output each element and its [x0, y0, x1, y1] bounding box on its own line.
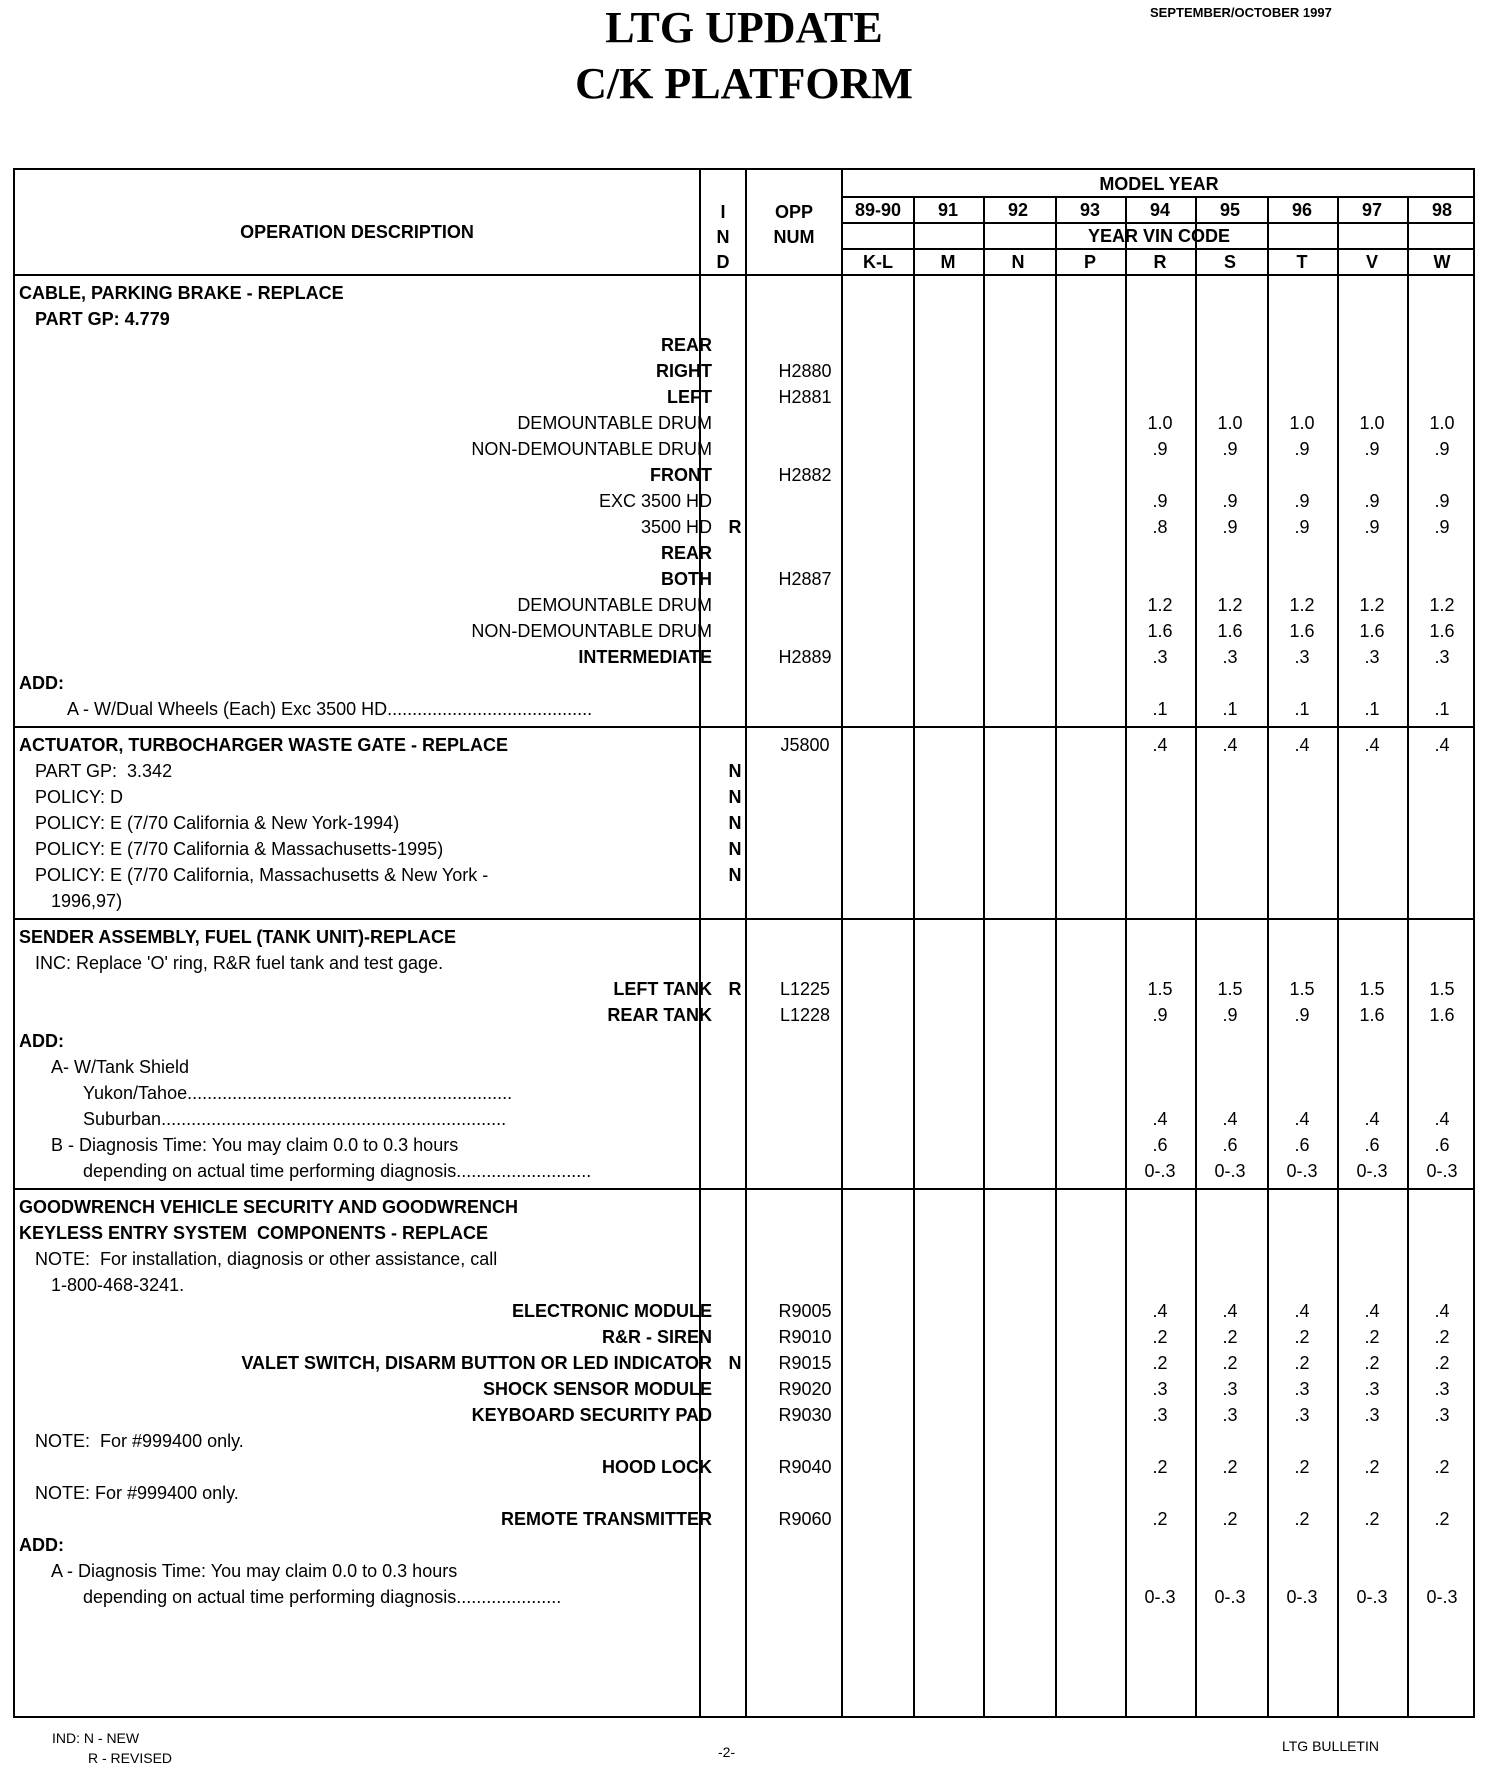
operation-description: PART GP: 4.779 — [35, 309, 170, 329]
labor-time-value: .9 — [1434, 439, 1450, 459]
labor-time-value: 1.0 — [1359, 413, 1385, 433]
operation-description: VALET SWITCH, DISARM BUTTON OR LED INDICATOR — [241, 1353, 712, 1373]
operation-description: ADD: — [19, 1031, 64, 1051]
labor-time-value: .3 — [1434, 647, 1450, 667]
table-row — [15, 618, 1477, 644]
model-year-5: 95 — [1219, 200, 1241, 220]
table-row — [15, 1246, 1477, 1272]
operation-description: depending on actual time performing diagnosis..................... — [83, 1587, 562, 1607]
operation-description: Suburban..................................................................... — [83, 1109, 507, 1129]
operation-description: NOTE: For installation, diagnosis or other assistance, call — [35, 1249, 498, 1269]
operation-description: HOOD LOCK — [602, 1457, 712, 1477]
labor-time-value: .2 — [1294, 1353, 1310, 1373]
labor-time-value: .1 — [1364, 699, 1380, 719]
table-row — [15, 514, 1477, 540]
labor-time-value: 1.6 — [1147, 621, 1173, 641]
labor-time-value: .9 — [1222, 491, 1238, 511]
labor-time-value: .3 — [1434, 1379, 1450, 1399]
vin-code-4: R — [1153, 252, 1167, 272]
labor-time-value: .4 — [1364, 1301, 1380, 1321]
labor-time-value: 1.5 — [1359, 979, 1385, 999]
labor-time-value: .6 — [1222, 1135, 1238, 1155]
labor-time-value: 1.5 — [1147, 979, 1173, 999]
model-year-0: 89-90 — [854, 200, 902, 220]
ind-code: R — [728, 517, 742, 537]
labor-time-value: 1.0 — [1147, 413, 1173, 433]
operation-description: POLICY: E (7/70 California & New York-1994) — [35, 813, 400, 833]
operation-description: DEMOUNTABLE DRUM — [517, 413, 712, 433]
operation-description: FRONT — [650, 465, 712, 485]
labor-time-value: .3 — [1222, 1379, 1238, 1399]
vin-code-7: V — [1365, 252, 1378, 272]
operation-description: POLICY: E (7/70 California & Massachusetts-1995) — [35, 839, 444, 859]
table-row — [15, 1324, 1477, 1350]
table-row — [15, 784, 1477, 810]
labor-time-value: 1.2 — [1359, 595, 1385, 615]
labor-time-value: .2 — [1434, 1327, 1450, 1347]
table-row — [15, 696, 1477, 722]
labor-time-value: 1.2 — [1289, 595, 1315, 615]
operation-description: NON-DEMOUNTABLE DRUM — [471, 621, 712, 641]
table-row — [15, 1584, 1477, 1610]
labor-time-value: .9 — [1434, 517, 1450, 537]
labor-time-value: 1.6 — [1359, 1005, 1385, 1025]
operation-description: LEFT — [667, 387, 712, 407]
ind-code: N — [728, 813, 742, 833]
section-divider — [15, 1188, 1475, 1190]
model-year-6: 96 — [1291, 200, 1313, 220]
operation-description: ELECTRONIC MODULE — [512, 1301, 712, 1321]
bulletin-date: SEPTEMBER/OCTOBER 1997 — [1150, 5, 1332, 20]
labor-time-value: .2 — [1294, 1457, 1310, 1477]
operation-description: BOTH — [661, 569, 712, 589]
labor-time-value: .9 — [1152, 439, 1168, 459]
vin-code-8: W — [1433, 252, 1451, 272]
labor-time-value: .6 — [1294, 1135, 1310, 1155]
operation-description: NOTE: For #999400 only. — [35, 1431, 244, 1451]
labor-time-value: 1.5 — [1289, 979, 1315, 999]
table-row — [15, 862, 1477, 888]
labor-time-value: .4 — [1434, 735, 1450, 755]
table-row — [15, 1558, 1477, 1584]
operation-description: 1996,97) — [51, 891, 123, 911]
labor-time-value: .2 — [1294, 1509, 1310, 1529]
opp-number: H2881 — [778, 387, 832, 407]
labor-time-value: 0-.3 — [1286, 1161, 1318, 1181]
table-row — [15, 1028, 1477, 1054]
labor-time-value: 0-.3 — [1426, 1587, 1458, 1607]
labor-time-value: .2 — [1434, 1457, 1450, 1477]
labor-time-value: .3 — [1294, 1379, 1310, 1399]
labor-time-value: .9 — [1434, 491, 1450, 511]
labor-time-value: .3 — [1434, 1405, 1450, 1425]
page-number: -2- — [718, 1744, 736, 1760]
table-row — [15, 1132, 1477, 1158]
labor-time-value: .2 — [1222, 1457, 1238, 1477]
ind-code: R — [728, 979, 742, 999]
opp-number: R9060 — [778, 1509, 832, 1529]
labor-time-value: .2 — [1222, 1509, 1238, 1529]
labor-time-value: .4 — [1434, 1301, 1450, 1321]
table-row — [15, 280, 1477, 306]
ind-legend-revised: R - REVISED — [88, 1750, 173, 1766]
ind-code: N — [728, 1353, 742, 1373]
labor-time-value: .3 — [1364, 1405, 1380, 1425]
operation-description: R&R - SIREN — [601, 1327, 712, 1347]
title-line-2: C/K PLATFORM — [575, 59, 913, 108]
operation-description: NON-DEMOUNTABLE DRUM — [471, 439, 712, 459]
operation-description: 1-800-468-3241. — [51, 1275, 185, 1295]
operation-description: B - Diagnosis Time: You may claim 0.0 to 0.3 hours — [51, 1135, 459, 1155]
labor-time-value: .4 — [1364, 1109, 1380, 1129]
labor-time-table — [13, 168, 1475, 1718]
ind-code: N — [728, 761, 742, 781]
labor-time-value: .4 — [1434, 1109, 1450, 1129]
operation-description: A - Diagnosis Time: You may claim 0.0 to 0.3 hours — [51, 1561, 458, 1581]
vin-code-2: N — [1011, 252, 1025, 272]
labor-time-value: .9 — [1364, 491, 1380, 511]
operation-description: POLICY: E (7/70 California, Massachusetts & New York - — [35, 865, 489, 885]
labor-time-value: .2 — [1364, 1353, 1380, 1373]
labor-time-value: .9 — [1364, 517, 1380, 537]
labor-time-value: .3 — [1294, 1405, 1310, 1425]
table-row — [15, 810, 1477, 836]
operation-description: ADD: — [19, 1535, 64, 1555]
section-divider — [15, 726, 1475, 728]
labor-time-value: .2 — [1364, 1457, 1380, 1477]
table-row — [15, 436, 1477, 462]
title-line-1: LTG UPDATE — [605, 3, 883, 52]
operation-description: INTERMEDIATE — [578, 647, 712, 667]
labor-time-value: 0-.3 — [1286, 1587, 1318, 1607]
labor-time-value: 1.0 — [1429, 413, 1455, 433]
table-row — [15, 976, 1477, 1002]
opp-num-header: OPP NUM — [773, 202, 815, 247]
table-row — [15, 644, 1477, 670]
operation-description: SENDER ASSEMBLY, FUEL (TANK UNIT)-REPLACE — [19, 927, 457, 947]
vin-code-1: M — [940, 252, 956, 272]
opp-number: L1228 — [779, 1005, 831, 1025]
table-row — [15, 758, 1477, 784]
labor-time-value: 0-.3 — [1214, 1161, 1246, 1181]
labor-time-value: 1.6 — [1217, 621, 1243, 641]
model-year-7: 97 — [1361, 200, 1383, 220]
table-row — [15, 670, 1477, 696]
table-row — [15, 566, 1477, 592]
labor-time-value: 0-.3 — [1144, 1587, 1176, 1607]
labor-time-value: .2 — [1434, 1353, 1450, 1373]
labor-time-value: 1.2 — [1147, 595, 1173, 615]
labor-time-value: .8 — [1152, 517, 1168, 537]
labor-time-value: 1.2 — [1429, 595, 1455, 615]
labor-time-value: .9 — [1294, 491, 1310, 511]
table-row — [15, 924, 1477, 950]
labor-time-value: 0-.3 — [1356, 1587, 1388, 1607]
table-row — [15, 1220, 1477, 1246]
labor-time-value: .1 — [1222, 699, 1238, 719]
table-row — [15, 332, 1477, 358]
model-year-header: MODEL YEAR — [1099, 174, 1219, 194]
labor-time-value: 1.6 — [1429, 1005, 1455, 1025]
operation-description: depending on actual time performing diagnosis........................... — [83, 1161, 592, 1181]
opp-number: L1225 — [779, 979, 831, 999]
labor-time-value: .9 — [1152, 1005, 1168, 1025]
labor-time-value: 0-.3 — [1214, 1587, 1246, 1607]
labor-time-value: .2 — [1152, 1353, 1168, 1373]
table-row — [15, 1158, 1477, 1184]
labor-time-value: .3 — [1152, 647, 1168, 667]
labor-time-value: .9 — [1222, 439, 1238, 459]
table-row — [15, 488, 1477, 514]
table-row — [15, 462, 1477, 488]
labor-time-value: .2 — [1152, 1509, 1168, 1529]
ind-code: N — [728, 865, 742, 885]
labor-time-value: .4 — [1222, 1109, 1238, 1129]
labor-time-value: 1.6 — [1289, 621, 1315, 641]
model-year-4: 94 — [1149, 200, 1171, 220]
labor-time-value: .3 — [1222, 1405, 1238, 1425]
table-row — [15, 384, 1477, 410]
labor-time-value: 0-.3 — [1144, 1161, 1176, 1181]
labor-time-value: .3 — [1294, 647, 1310, 667]
table-row — [15, 950, 1477, 976]
operation-description: REAR — [660, 543, 712, 563]
labor-time-value: 1.0 — [1217, 413, 1243, 433]
vin-code-5: S — [1223, 252, 1236, 272]
vin-code-0: K-L — [863, 252, 893, 272]
operation-description: LEFT TANK — [613, 979, 712, 999]
labor-time-value: .6 — [1434, 1135, 1450, 1155]
table-row — [15, 1532, 1477, 1558]
labor-time-value: .2 — [1222, 1353, 1238, 1373]
table-row — [15, 306, 1477, 332]
year-vin-code-header: YEAR VIN CODE — [1087, 226, 1231, 246]
table-row — [15, 410, 1477, 436]
table-row — [15, 1376, 1477, 1402]
table-row — [15, 1194, 1477, 1220]
opp-number: H2882 — [778, 465, 832, 485]
operation-description: 3500 HD — [640, 517, 712, 537]
table-row — [15, 540, 1477, 566]
labor-time-value: .6 — [1152, 1135, 1168, 1155]
table-row — [15, 732, 1477, 758]
operation-description: POLICY: D — [35, 787, 124, 807]
operation-description: A- W/Tank Shield — [51, 1057, 190, 1077]
opp-number: H2880 — [778, 361, 832, 381]
labor-time-value: .3 — [1364, 1379, 1380, 1399]
labor-time-value: 1.6 — [1429, 621, 1455, 641]
labor-time-value: .1 — [1152, 699, 1168, 719]
labor-time-value: .3 — [1364, 647, 1380, 667]
table-row — [15, 1106, 1477, 1132]
labor-time-value: .2 — [1152, 1327, 1168, 1347]
table-row — [15, 592, 1477, 618]
table-row — [15, 836, 1477, 862]
model-year-1: 91 — [937, 200, 959, 220]
operation-description-header: OPERATION DESCRIPTION — [240, 222, 474, 242]
labor-time-value: 0-.3 — [1426, 1161, 1458, 1181]
labor-time-value: .4 — [1152, 1109, 1168, 1129]
table-row — [15, 1350, 1477, 1376]
labor-time-value: 1.0 — [1289, 413, 1315, 433]
ind-code: N — [728, 787, 742, 807]
vin-code-6: T — [1296, 252, 1308, 272]
labor-time-value: .9 — [1364, 439, 1380, 459]
table-row — [15, 1480, 1477, 1506]
labor-time-value: .6 — [1364, 1135, 1380, 1155]
labor-time-value: 1.2 — [1217, 595, 1243, 615]
labor-time-value: 1.5 — [1429, 979, 1455, 999]
model-year-8: 98 — [1431, 200, 1453, 220]
table-row — [15, 1402, 1477, 1428]
labor-time-value: .4 — [1152, 735, 1168, 755]
opp-number: H2889 — [778, 647, 832, 667]
labor-time-value: .9 — [1152, 491, 1168, 511]
labor-time-value: .9 — [1294, 517, 1310, 537]
labor-time-value: .4 — [1294, 1301, 1310, 1321]
operation-description: ACTUATOR, TURBOCHARGER WASTE GATE - REPLACE — [19, 735, 508, 755]
opp-number: R9005 — [778, 1301, 832, 1321]
labor-time-value: .9 — [1222, 1005, 1238, 1025]
labor-time-value: .2 — [1364, 1509, 1380, 1529]
operation-description: ADD: — [19, 673, 64, 693]
opp-number: R9040 — [778, 1457, 832, 1477]
operation-description: CABLE, PARKING BRAKE - REPLACE — [19, 283, 344, 303]
table-row — [15, 1298, 1477, 1324]
vin-code-3: P — [1083, 252, 1096, 272]
operation-description: DEMOUNTABLE DRUM — [517, 595, 712, 615]
labor-time-value: .4 — [1364, 735, 1380, 755]
labor-time-value: .4 — [1294, 1109, 1310, 1129]
table-row — [15, 1454, 1477, 1480]
labor-time-value: 1.6 — [1359, 621, 1385, 641]
operation-description: PART GP: 3.342 — [35, 761, 173, 781]
operation-description: REAR — [660, 335, 712, 355]
opp-number: H2887 — [778, 569, 832, 589]
model-year-3: 93 — [1079, 200, 1101, 220]
operation-description: INC: Replace 'O' ring, R&R fuel tank and test gage. — [35, 953, 444, 973]
labor-time-value: .3 — [1152, 1379, 1168, 1399]
operation-description: A - W/Dual Wheels (Each) Exc 3500 HD......................................... — [67, 699, 593, 719]
labor-time-value: 0-.3 — [1356, 1161, 1388, 1181]
labor-time-value: .9 — [1222, 517, 1238, 537]
labor-time-value: .1 — [1434, 699, 1450, 719]
section-divider — [15, 918, 1475, 920]
operation-description: KEYLESS ENTRY SYSTEM COMPONENTS - REPLACE — [19, 1223, 489, 1243]
table-row — [15, 1054, 1477, 1080]
operation-description: REMOTE TRANSMITTER — [501, 1509, 712, 1529]
table-row — [15, 1272, 1477, 1298]
labor-time-value: .9 — [1294, 439, 1310, 459]
table-row — [15, 358, 1477, 384]
opp-number: J5800 — [780, 735, 830, 755]
opp-number: R9030 — [778, 1405, 832, 1425]
labor-time-value: .3 — [1152, 1405, 1168, 1425]
operation-description: NOTE: For #999400 only. — [35, 1483, 239, 1503]
bulletin-label: LTG BULLETIN — [1282, 1738, 1379, 1754]
model-year-2: 92 — [1007, 200, 1029, 220]
labor-time-value: .3 — [1222, 647, 1238, 667]
table-row — [15, 1506, 1477, 1532]
opp-number: R9020 — [778, 1379, 832, 1399]
ind-code: N — [728, 839, 742, 859]
table-row — [15, 1080, 1477, 1106]
labor-time-value: .4 — [1222, 735, 1238, 755]
operation-description: EXC 3500 HD — [598, 491, 712, 511]
labor-time-value: .2 — [1152, 1457, 1168, 1477]
table-row — [15, 1428, 1477, 1454]
labor-time-value: .2 — [1222, 1327, 1238, 1347]
operation-description: REAR TANK — [607, 1005, 712, 1025]
operation-description: SHOCK SENSOR MODULE — [482, 1379, 712, 1399]
ind-legend-new: IND: N - NEW — [52, 1730, 140, 1746]
labor-time-value: .2 — [1434, 1509, 1450, 1529]
operation-description: Yukon/Tahoe................................................................. — [83, 1083, 513, 1103]
labor-time-value: .9 — [1294, 1005, 1310, 1025]
operation-description: KEYBOARD SECURITY PAD — [471, 1405, 712, 1425]
table-row — [15, 1002, 1477, 1028]
labor-time-value: .2 — [1364, 1327, 1380, 1347]
operation-description: RIGHT — [656, 361, 712, 381]
opp-number: R9015 — [778, 1353, 832, 1373]
labor-time-value: .4 — [1152, 1301, 1168, 1321]
labor-time-value: .1 — [1294, 699, 1310, 719]
operation-description: GOODWRENCH VEHICLE SECURITY AND GOODWRENCH — [19, 1197, 519, 1217]
labor-time-value: 1.5 — [1217, 979, 1243, 999]
labor-time-value: .2 — [1294, 1327, 1310, 1347]
opp-number: R9010 — [778, 1327, 832, 1347]
table-row — [15, 888, 1477, 914]
ind-header: I N D — [716, 202, 730, 272]
labor-time-value: .4 — [1294, 735, 1310, 755]
labor-time-value: .4 — [1222, 1301, 1238, 1321]
